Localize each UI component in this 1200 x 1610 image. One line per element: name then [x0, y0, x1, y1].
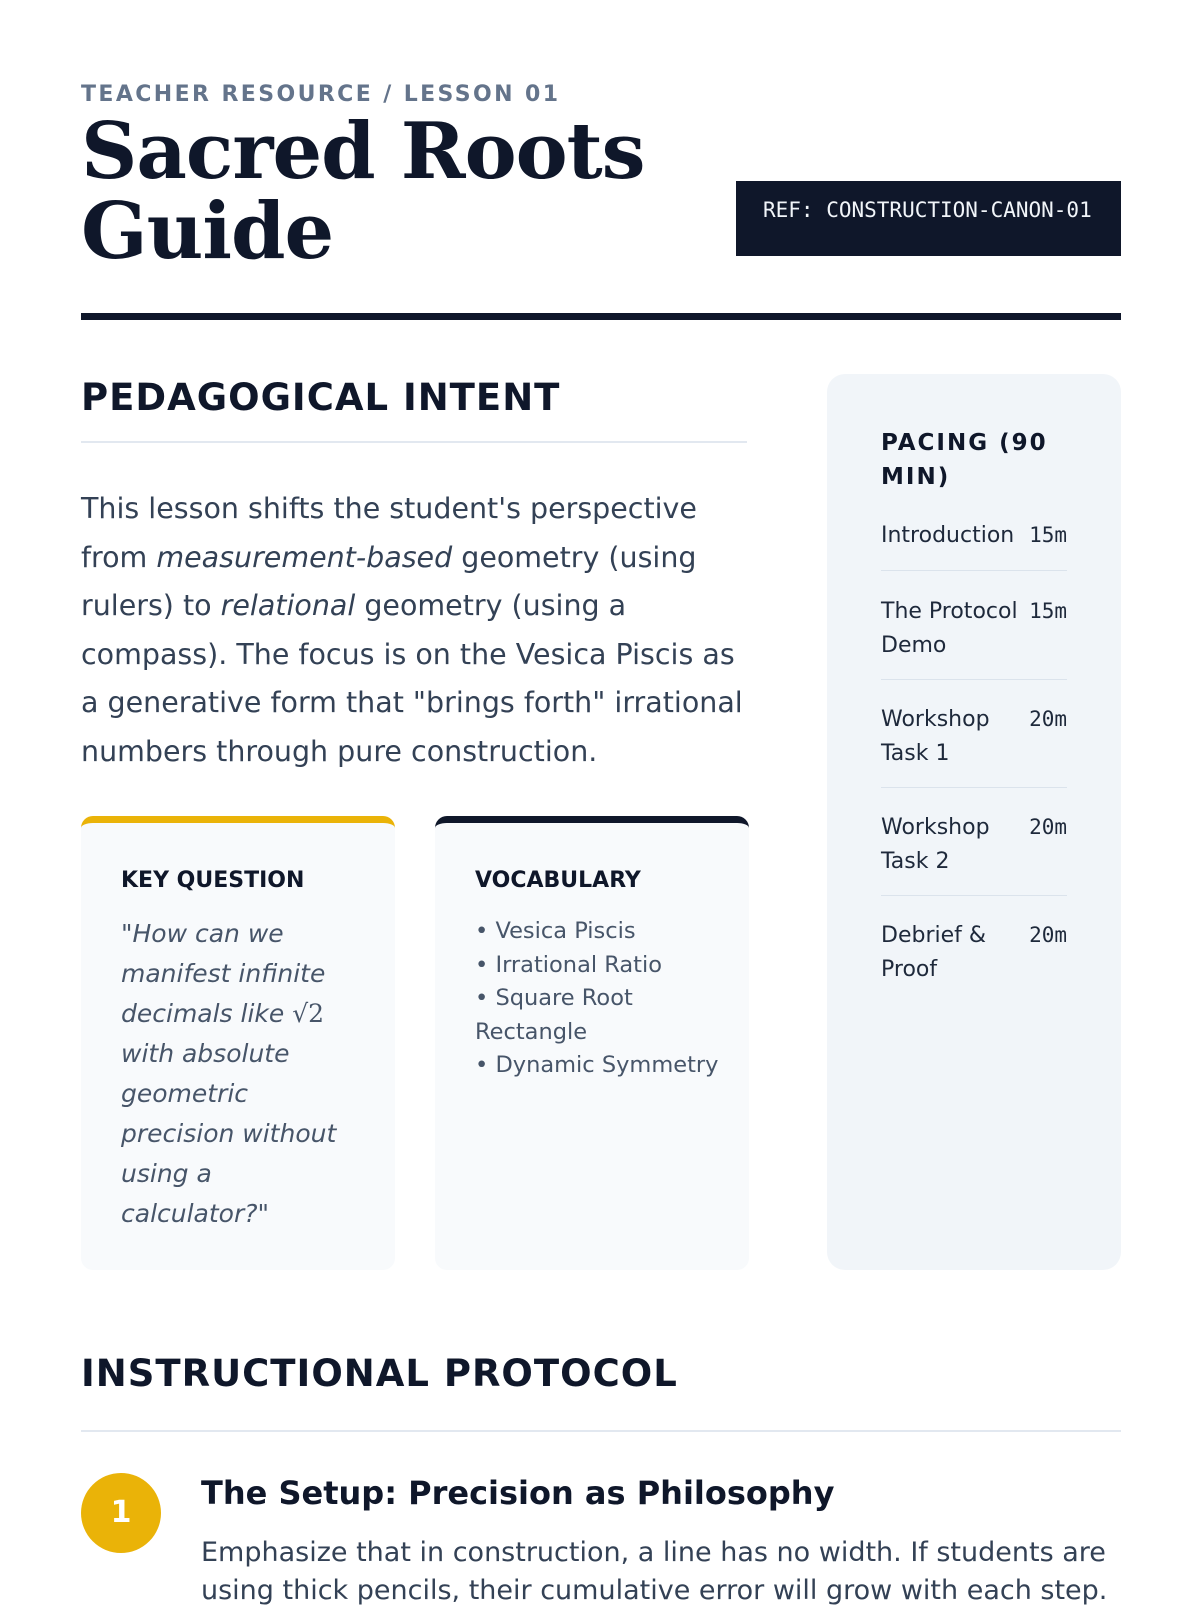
- pacing-row: [881, 595, 1067, 680]
- quote-text-after: with absolute geometric precision without using a calculator?": [121, 1039, 337, 1228]
- intent-text-1: This lesson shifts the student's perspective from: [81, 492, 697, 574]
- pacing-row: [881, 519, 1067, 571]
- header-divider: [81, 313, 1121, 320]
- pacing-row: [881, 811, 1067, 896]
- intent-emphasis-2: relational: [220, 589, 356, 623]
- pacing-row-time: 15m: [1029, 523, 1067, 547]
- pacing-row-time: 20m: [1029, 815, 1067, 839]
- pacing-row-label: Workshop Task 2: [881, 815, 990, 874]
- pacing-row-time: 20m: [1029, 707, 1067, 731]
- intent-paragraph: [81, 485, 747, 777]
- pacing-row-label: The Protocol Demo: [881, 599, 1018, 658]
- pacing-row-label: Introduction: [881, 523, 1015, 548]
- vocabulary-card: [435, 816, 749, 1270]
- vocabulary-item: • Vesica Piscis: [475, 915, 725, 949]
- pacing-panel: [827, 374, 1121, 1270]
- breadcrumb: TEACHER RESOURCE / LESSON 01: [81, 82, 561, 107]
- page-title: [81, 106, 645, 277]
- quote-text-before: "How can we manifest infinite decimals like: [121, 919, 326, 1028]
- step-number-badge: 1: [81, 1473, 161, 1553]
- intent-divider: [81, 441, 747, 443]
- intent-emphasis-1: measurement-based: [156, 540, 453, 574]
- reference-tag: REF: CONSTRUCTION-CANON-01: [736, 181, 1121, 256]
- pacing-row-label: Debrief & Proof: [881, 923, 987, 982]
- vocabulary-item: • Irrational Ratio: [475, 949, 725, 983]
- vocabulary-list: [475, 915, 725, 1083]
- title-line-2: Guide: [81, 186, 334, 277]
- step-body: Emphasize that in construction, a line has no width. If students are using thick pencils, their cumulative error will grow with each step.: [201, 1537, 1108, 1606]
- sqrt-two-symbol: √2: [292, 999, 325, 1028]
- key-question-quote: [121, 914, 361, 1234]
- protocol-divider: [81, 1430, 1121, 1432]
- step-title: The Setup: Precision as Philosophy: [201, 1474, 835, 1512]
- pacing-row-time: 20m: [1029, 923, 1067, 947]
- pacing-row: [881, 703, 1067, 788]
- pacing-title: PACING (90 MIN): [881, 430, 1048, 490]
- pacing-row: [881, 919, 1067, 1003]
- vocabulary-title: VOCABULARY: [475, 868, 641, 893]
- key-question-card: [81, 816, 395, 1270]
- instructional-protocol-heading: INSTRUCTIONAL PROTOCOL: [81, 1352, 678, 1395]
- vocabulary-item: • Square Root Rectangle: [475, 982, 725, 1049]
- vocabulary-item: • Dynamic Symmetry: [475, 1049, 725, 1083]
- pedagogical-intent-heading: PEDAGOGICAL INTENT: [81, 376, 561, 419]
- title-line-1: Sacred Roots: [81, 106, 645, 197]
- pacing-row-time: 15m: [1029, 599, 1067, 623]
- intent-text-2: geometry (using rulers) to: [81, 540, 697, 623]
- intent-text-3: geometry (using a compass). The focus is on the Vesica Piscis as a generative form that "brings forth" irrational numbers through pure construction.: [81, 589, 743, 768]
- pacing-row-label: Workshop Task 1: [881, 707, 990, 766]
- key-question-title: KEY QUESTION: [121, 868, 305, 893]
